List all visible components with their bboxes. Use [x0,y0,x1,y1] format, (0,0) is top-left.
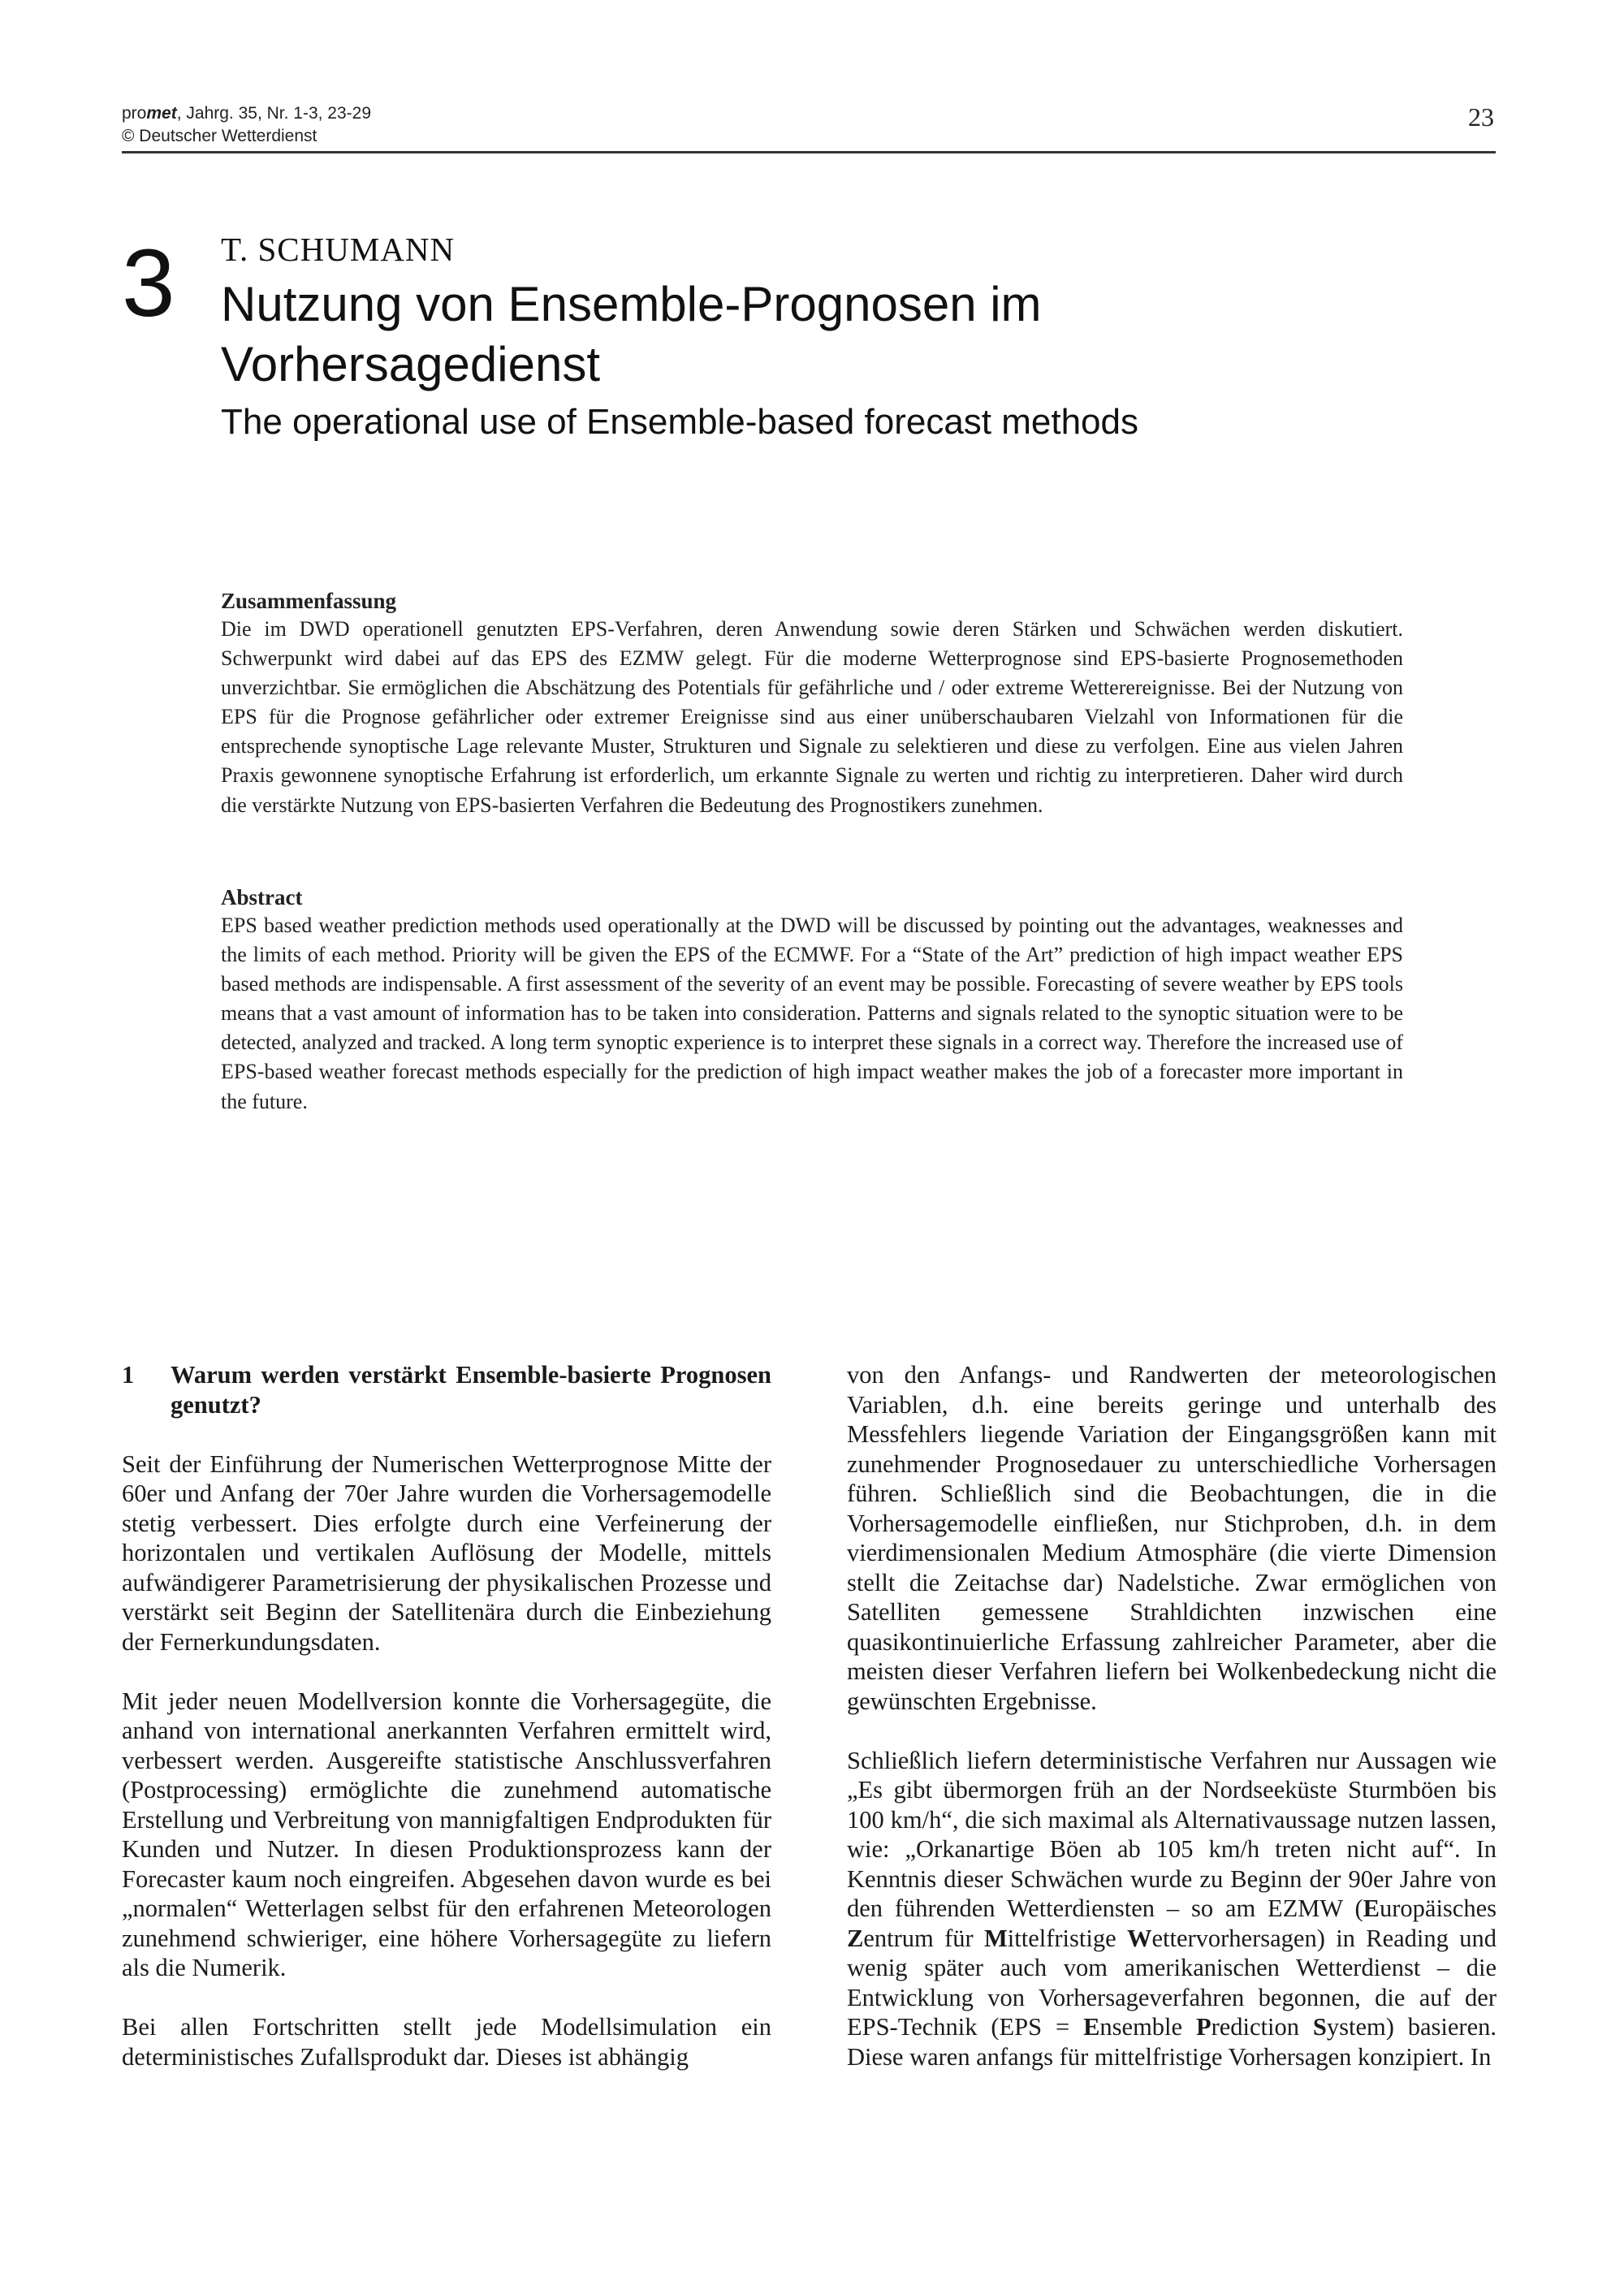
article-title-german: Nutzung von Ensemble-Prognosen im Vorhersagedienst [221,277,1042,391]
body-column-right [847,1360,1497,2102]
zusammenfassung-section [221,587,1403,820]
body-paragraph: Bei allen Fortschritten stellt jede Modellsimulation ein deterministisches Zufallsprodukt dar. Dieses ist abhängig [122,2013,771,2071]
copyright-notice: © Deutscher Wetterdienst [122,127,317,145]
body-paragraph: Mit jeder neuen Modellversion konnte die Vorhersagegüte, die anhand von international anerkannten Verfahren ermittelt wird, verbessert werden. Ausgereifte statistische Anschlussverfahren (Postprocessing) ermöglichte die zunehmend automatische Erstellung und Verbreitung von mannigfaltigen Endprodukten für Kunden und Nutzer. In diesen Produktionsprozess kann der Forecaster kaum noch eingreifen. Abgesehen davon wurde es bei „normalen“ Wetterlagen selbst für den erfahrenen Meteorologen zunehmend schwieriger, eine höhere Vorhersagegüte zu liefern als die Numerik. [122,1687,771,1981]
zusammenfassung-text: Die im DWD operationell genutzten EPS-Verfahren, deren Anwendung sowie deren Stärken und Schwächen werden diskutiert. Schwerpunkt wird dabei auf das EPS des EZMW gelegt. Für die moderne Wetterprognose sind EPS-basierte Prognosemethoden unverzichtbar. Sie ermöglichen die Abschätzung des Potentials für gefährliche und / oder extreme Wetterereignisse. Bei der Nutzung von EPS für die Prognose gefährlicher oder extremer Ereignisse sind aus einer unüberschaubaren Vielzahl von Informationen für die entsprechende synoptische Lage relevante Muster, Strukturen und Signale zu selektieren und diese zu verfolgen. Eine aus vielen Jahren Praxis gewonnene synoptische Erfahrung ist erforderlich, um erkannte Signale zu werten und richtig zu interpretieren. Daher wird durch die verstärkte Nutzung von EPS-basierten Verfahren die Bedeutung des Prognostikers zunehmen. [221,617,1403,817]
header-divider [122,151,1496,153]
chapter-number: 3 [122,230,175,337]
section-heading [122,1360,771,1419]
body-paragraph: von den Anfangs- und Randwerten der meteorologischen Variablen, d.h. eine bereits geringe und unterhalb des Messfehlers liegende Variation der Eingangsgrößen kann mit zunehmender Prognosedauer zu unterschiedliche Vorhersagen führen. Schließlich sind die Beobachtungen, die in die Vorhersagemodelle einfließen, nur Stichproben, d.h. in dem vierdimensionalen Medium Atmosphäre (die vierte Dimension stellt die Zeitachse dar) Nadelstiche. Zwar ermöglichen von Satelliten gemessene Strahldichten inzwischen eine quasikontinuierliche Erfassung zahlreicher Parameter, aber die meisten dieser Verfahren liefern bei Wolkenbedeckung nicht die gewünschten Ergebnisse. [847,1361,1497,1715]
section-number: 1 [122,1361,135,1389]
section-title: Warum werden verstärkt Ensemble-basierte Prognosen genutzt? [171,1361,771,1419]
page-number: 23 [1468,102,1494,132]
body-column-left [122,1360,771,2102]
journal-header [122,102,371,148]
journal-citation: promet, Jahrg. 35, Nr. 1-3, 23-29 [122,104,372,123]
body-paragraph: Schließlich liefern deterministische Verfahren nur Aussagen wie „Es gibt übermorgen früh an der Nordseeküste Sturmböen bis 100 km/h“, die sich maximal als Alternativaussage nutzen lassen, wie: „Orkanartige Böen ab 105 km/h treten nicht auf“. In Kenntnis dieser Schwächen wurde zu Beginn der 90er Jahre von den führenden Wetterdiensten – so am EZMW (Europäisches Zentrum für Mittelfristige Wettervorhersagen) in Reading und wenig später auch vom amerikanischen Wetterdienst – die Entwicklung von Vorhersageverfahren begonnen, die auf der EPS-Technik (EPS = Ensemble Prediction System) basieren. Diese waren anfangs für mittelfristige Vorhersagen konzipiert. In [847,1746,1497,2071]
abstract-text: EPS based weather prediction methods used operationally at the DWD will be discussed by pointing out the advantages, weaknesses and the limits of each method. Priority will be given the EPS of the ECMWF. For a “State of the Art” prediction of high impact weather EPS based methods are indispensable. A first assessment of the severity of an event may be possible. Forecasting of severe weather by EPS tools means that a vast amount of information has to be taken into consideration. Patterns and signals related to the synoptic situation were to be detected, analyzed and tracked. A long term synoptic experience is to interpret these signals in a correct way. Therefore the increased use of EPS-based weather forecast methods especially for the prediction of high impact weather makes the job of a forecaster more important in the future. [221,914,1403,1113]
body-paragraph: Seit der Einführung der Numerischen Wetterprognose Mitte der 60er und Anfang der 70er Jahre wurden die Vorhersagemodelle stetig verbessert. Dies erfolgte durch eine Verfeinerung der horizontalen und vertikalen Auflösung der Modelle, mittels aufwändigerer Parametrisierung der physikalischen Prozesse und verstärkt seit Beginn der Satellitenära durch die Einbeziehung der Fernerkundungsdaten. [122,1449,771,1656]
article-title-english: The operational use of Ensemble-based forecast methods [221,402,1138,442]
abstract-heading: Abstract [221,885,303,909]
author: T. SCHUMANN [221,231,456,268]
zusammenfassung-heading: Zusammenfassung [221,589,397,613]
abstract-section [221,883,1403,1117]
